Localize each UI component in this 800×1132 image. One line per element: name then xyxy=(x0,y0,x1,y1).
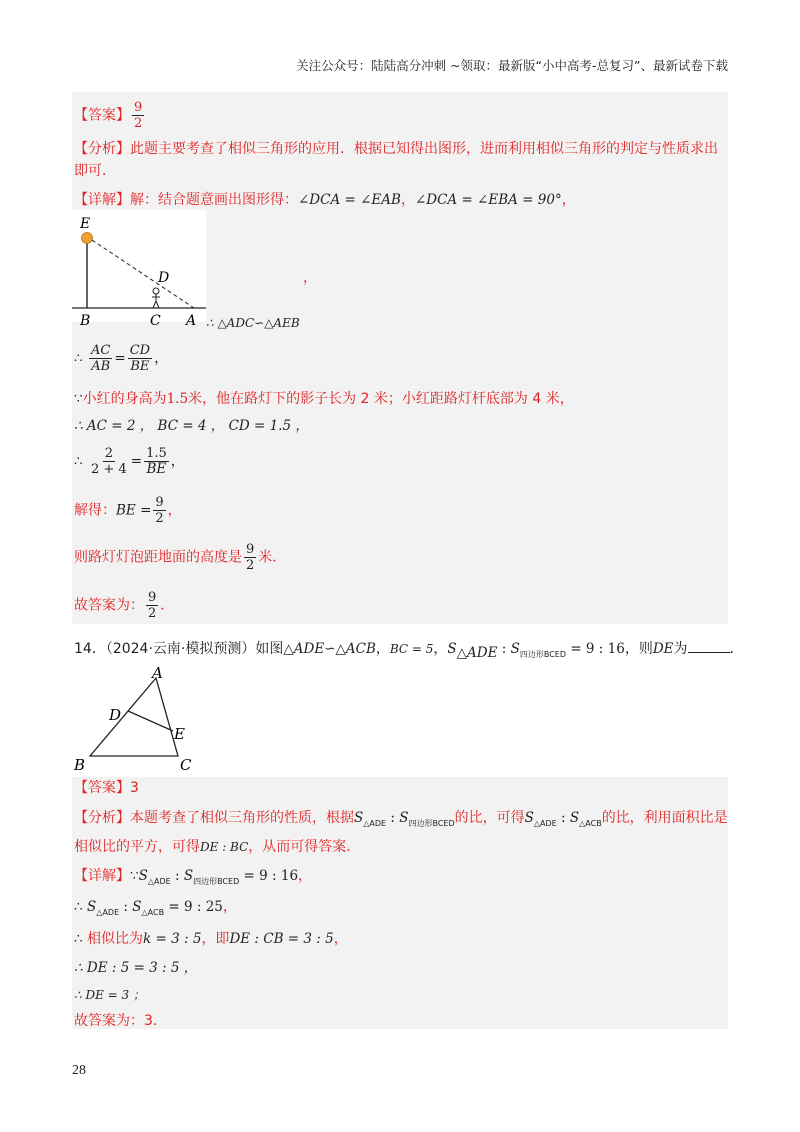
ratio-k: k = 3 : 5 xyxy=(143,931,202,947)
frac-num: 9 xyxy=(134,100,143,115)
sep: ， xyxy=(433,641,448,657)
given-info xyxy=(74,389,574,409)
label-D: D xyxy=(158,270,170,286)
label-B: B xyxy=(74,756,86,774)
frac-den: 2 xyxy=(134,116,143,131)
q14-final-answer xyxy=(74,1011,167,1031)
frac-num: 9 xyxy=(155,495,164,510)
q14-detail-1 xyxy=(74,866,312,892)
final-value: 3 xyxy=(144,1013,153,1029)
final-label: 故答案为： xyxy=(74,1013,144,1029)
solve-fraction xyxy=(153,495,165,526)
triangle-abc xyxy=(90,678,178,756)
comma: ， xyxy=(154,350,169,367)
area-s: S xyxy=(510,641,520,657)
q14-question xyxy=(74,638,744,665)
figure-background xyxy=(72,210,206,322)
stray-comma: ， xyxy=(303,270,317,286)
frac-den: 2 xyxy=(246,558,255,573)
colon: : xyxy=(556,810,570,826)
given-height: 1.5 xyxy=(166,391,189,407)
area-sub: 四边形BCED xyxy=(408,818,455,828)
answer-value: 3 xyxy=(130,780,139,796)
label-A: A xyxy=(186,313,197,329)
height-fraction xyxy=(244,542,256,573)
label-B: B xyxy=(80,313,91,329)
frac-den: 2 + 4 xyxy=(91,462,127,477)
label-D: D xyxy=(109,706,122,724)
detail-label: 【详解】 xyxy=(74,868,130,884)
therefore-sym: ∴ xyxy=(74,899,83,915)
frac-den: AB xyxy=(91,359,111,374)
q14-bc: BC = 5 xyxy=(389,642,434,656)
detail-prefix: 解：结合题意画出图形得： xyxy=(130,192,298,208)
label-C: C xyxy=(180,756,192,774)
eq2-right xyxy=(144,446,169,477)
q14-answer xyxy=(74,778,139,798)
q14-similar: △ADE∽△ACB xyxy=(283,641,376,657)
eq-sym: = xyxy=(114,350,126,367)
area-sub: △ACB xyxy=(141,907,165,917)
colon: : xyxy=(497,641,511,657)
q14-analysis-line2 xyxy=(74,837,360,857)
proportion-equation xyxy=(74,446,185,477)
page-number: 28 xyxy=(72,1063,86,1078)
eq2-left xyxy=(89,446,129,477)
frac-den: 2 xyxy=(148,606,157,621)
label-E: E xyxy=(80,216,91,232)
height-unit: 米． xyxy=(258,549,287,566)
area-s: S xyxy=(138,868,148,884)
solve-math: BE = xyxy=(116,502,152,519)
colon: : xyxy=(386,810,400,826)
final-fraction xyxy=(146,590,158,621)
frac-den: BE xyxy=(146,461,167,477)
frac-num: AC xyxy=(91,343,111,358)
analysis-text: 的比，利用面积比是 xyxy=(601,810,728,826)
area-sub: △ADE xyxy=(96,907,120,917)
area-sub: △ADE xyxy=(456,644,498,661)
detail-math1: ∠DCA = ∠EAB xyxy=(298,192,401,208)
analysis-text: 此题主要考查了相似三角形的应用．根据已知得出图形，进而利用相似三角形的判定与性质求出 xyxy=(130,141,718,157)
because-sym: ∵ xyxy=(130,868,139,884)
q14-detail-3 xyxy=(74,929,348,949)
final-label: 故答案为： xyxy=(74,597,144,614)
q14-analysis-line1 xyxy=(74,808,728,834)
area-sub: △ADE xyxy=(363,818,387,828)
final-end: ． xyxy=(152,1013,167,1029)
lamp-figure xyxy=(72,210,212,330)
ratio-value: = 9 : 25 xyxy=(164,899,223,915)
detail-label: 【详解】 xyxy=(74,192,130,208)
area-s: S xyxy=(569,810,580,826)
colon: : xyxy=(119,899,133,915)
label-A: A xyxy=(152,664,163,682)
values-line: ∴ AC = 2 ， BC = 4 ， CD = 1.5 ， xyxy=(74,418,309,434)
because-sym: ∵ xyxy=(74,391,83,407)
solve-line xyxy=(74,495,182,526)
frac-den: BE xyxy=(130,359,150,374)
analysis-text: ，从而可得答案． xyxy=(248,839,361,855)
q14-detail-5: ∴ DE = 3 ； xyxy=(74,988,145,1002)
analysis-label: 【分析】 xyxy=(74,141,130,157)
comma: ， xyxy=(222,899,237,915)
area-value: = 9 : 16 xyxy=(566,641,625,657)
area-s: S xyxy=(183,868,194,884)
detail-math2: ∠DCA = ∠EBA = 90° xyxy=(414,192,562,208)
comma: ， xyxy=(298,868,313,884)
ratio-de-cb: DE : CB = 3 : 5 xyxy=(229,931,334,947)
area-sub: △ADE xyxy=(147,876,171,886)
frac-num: 1.5 xyxy=(146,446,167,461)
sep: ， xyxy=(375,641,390,657)
frac-num: 9 xyxy=(148,590,157,605)
frac-num: 9 xyxy=(246,542,255,557)
area-sub: △ACB xyxy=(579,818,602,828)
q14-detail-4: ∴ DE : 5 = 3 : 5 ， xyxy=(74,960,198,976)
analysis-label: 【分析】 xyxy=(74,810,130,826)
ratio-value: = 9 : 16 xyxy=(239,868,299,884)
ask: ，则 xyxy=(624,641,653,657)
triangle-figure xyxy=(72,664,202,776)
q14-detail-2 xyxy=(74,897,237,923)
area-sub: 四边形BCED xyxy=(519,649,567,659)
given-text1: 小红的身高为 xyxy=(82,391,167,407)
area-s: S xyxy=(132,899,142,915)
solve-label: 解得： xyxy=(74,502,116,519)
q14-de: DE xyxy=(652,641,674,657)
label-C: C xyxy=(150,313,161,329)
therefore-sym: ∴ xyxy=(74,931,83,947)
q13-analysis-line2: 即可． xyxy=(74,163,116,179)
ask2: 为 xyxy=(673,641,688,657)
colon: : xyxy=(170,868,184,884)
analysis-text: 的比，可得 xyxy=(454,810,525,826)
analysis-text: 本题考查了相似三角形的性质，根据 xyxy=(130,810,354,826)
end: ． xyxy=(729,641,744,657)
answer-label: 【答案】 xyxy=(74,780,130,796)
frac-num: 2 xyxy=(104,446,114,461)
detail-text: 相似比为 xyxy=(87,931,144,947)
detail-text: ，即 xyxy=(201,931,230,947)
detail-sep: ， xyxy=(400,192,415,208)
answer-fraction xyxy=(132,100,144,131)
therefore-sym: ∴ xyxy=(74,453,83,470)
area-s: S xyxy=(524,810,534,826)
final-end: ． xyxy=(160,597,175,614)
lamp-bulb-icon xyxy=(82,233,93,244)
area-s: S xyxy=(87,899,97,915)
area-sub: 四边形BCED xyxy=(193,876,240,886)
therefore-sym: ∴ xyxy=(74,350,83,367)
page-header: 关注公众号：陆陆高分冲刺 ~领取：最新版“小中高考-总复习”、最新试卷下载 xyxy=(296,58,728,73)
comma: ， xyxy=(167,502,182,519)
analysis-text: 相似比的平方，可得 xyxy=(74,839,200,855)
ratio-right xyxy=(128,343,152,374)
area-s: S xyxy=(399,810,409,826)
area-sub: △ADE xyxy=(533,818,557,828)
area-s: S xyxy=(447,641,457,657)
answer-blank xyxy=(688,638,730,653)
q13-answer xyxy=(74,100,146,131)
comma: ， xyxy=(333,931,348,947)
height-conclusion xyxy=(74,542,286,573)
comma: ， xyxy=(170,453,185,470)
ratio-equation xyxy=(74,343,168,374)
detail-end: ， xyxy=(561,192,576,208)
similar-triangles: ∴ △ADC∽△AEB xyxy=(206,316,300,330)
question-source: （2024·云南·模拟预测）如图 xyxy=(105,641,284,657)
frac-num: CD xyxy=(129,343,151,358)
question-number: 14． xyxy=(74,641,106,657)
given-text2: 米，他在路灯下的影子长为 2 米；小红距路灯杆底部为 4 米， xyxy=(188,391,574,407)
analysis-math: DE : BC xyxy=(200,840,249,854)
area-s: S xyxy=(354,810,364,826)
answer-label: 【答案】 xyxy=(74,107,130,124)
height-text: 则路灯灯泡距地面的高度是 xyxy=(74,549,242,566)
eq-sym: = xyxy=(130,453,143,470)
ratio-left xyxy=(89,343,112,374)
q13-analysis-line1 xyxy=(74,139,718,159)
label-E: E xyxy=(174,725,185,743)
q13-final-answer xyxy=(74,590,174,621)
frac-den: 2 xyxy=(155,511,164,526)
q13-detail xyxy=(74,190,576,210)
